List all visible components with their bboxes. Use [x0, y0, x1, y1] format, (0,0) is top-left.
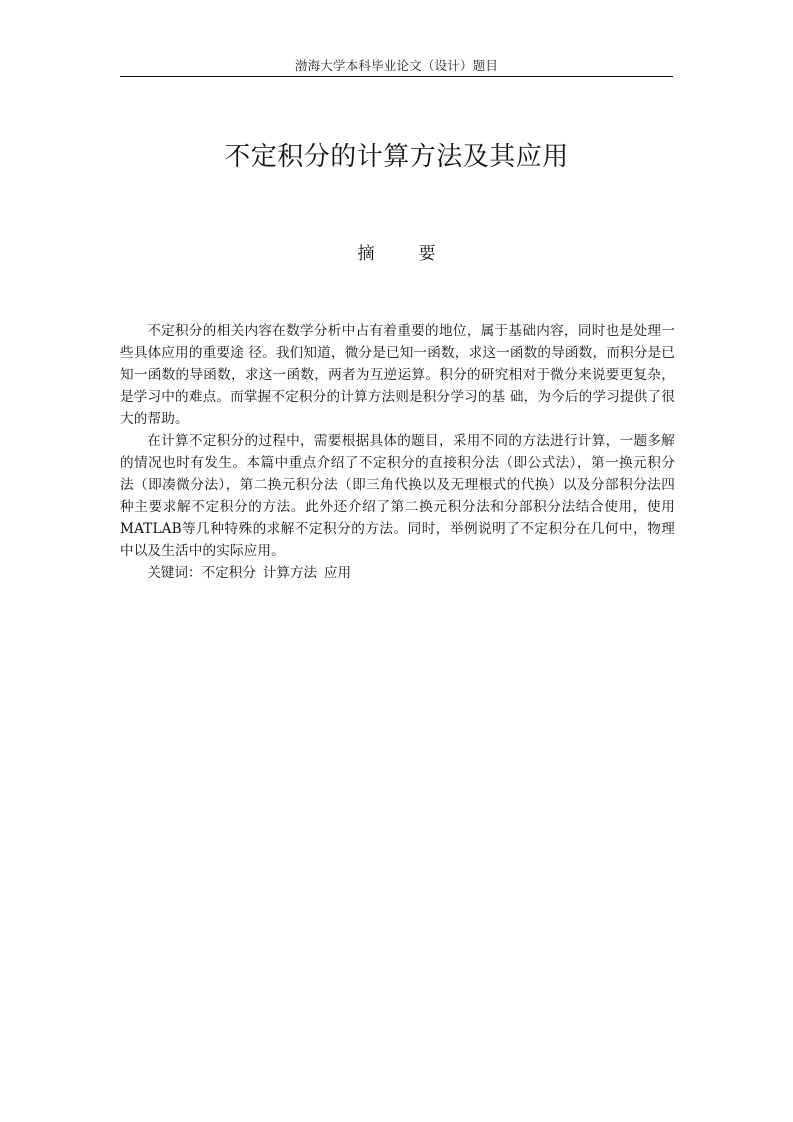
abstract-paragraph-1: 不定积分的相关内容在数学分析中占有着重要的地位，属于基础内容，同时也是处理一些具体应用的重要途 径。我们知道，微分是已知一函数，求这一函数的导函数，而积分是已知一函数的导函数，求这一函数，两者为互逆运算。积分的研究相对于微分来说要更复杂，是学习中的难点。而掌握不定积分的计算方法则是积分学习的基 础，为今后的学习提供了很大的帮助。 [120, 323, 675, 427]
keyword-3: 应用 [323, 565, 352, 581]
abstract-body [120, 320, 675, 584]
keywords-label: 关键词： [147, 565, 202, 581]
keyword-2: 计算方法 [262, 565, 318, 581]
abstract-heading-char-2: 要 [418, 244, 436, 264]
thesis-title: 不定积分的计算方法及其应用 [224, 142, 569, 172]
keyword-1: 不定积分 [201, 565, 256, 581]
page-header: 渤海大学本科毕业论文（设计）题目 [294, 58, 499, 73]
header-rule [120, 76, 673, 77]
abstract-paragraph-2: 在计算不定积分的过程中，需要根据具体的题目，采用不同的方法进行计算，一题多解的情况也时有发生。本篇中重点介绍了不定积分的直接积分法（即公式法），第一换元积分法（即凑微分法），第二换元积分法（即三角代换以及无理根式的代换）以及分部积分法四种主要求解不定积分的方法。此外还介绍了第二换元积分法和分部积分法结合使用，使用MATLAB等几种特殊的求解不定积分的方法。同时，举例说明了不定积分在几何中，物理中以及生活中的实际应用。 [120, 433, 675, 559]
abstract-heading-char-1: 摘 [357, 244, 375, 264]
keywords-line [120, 562, 675, 584]
abstract-heading [120, 243, 673, 265]
